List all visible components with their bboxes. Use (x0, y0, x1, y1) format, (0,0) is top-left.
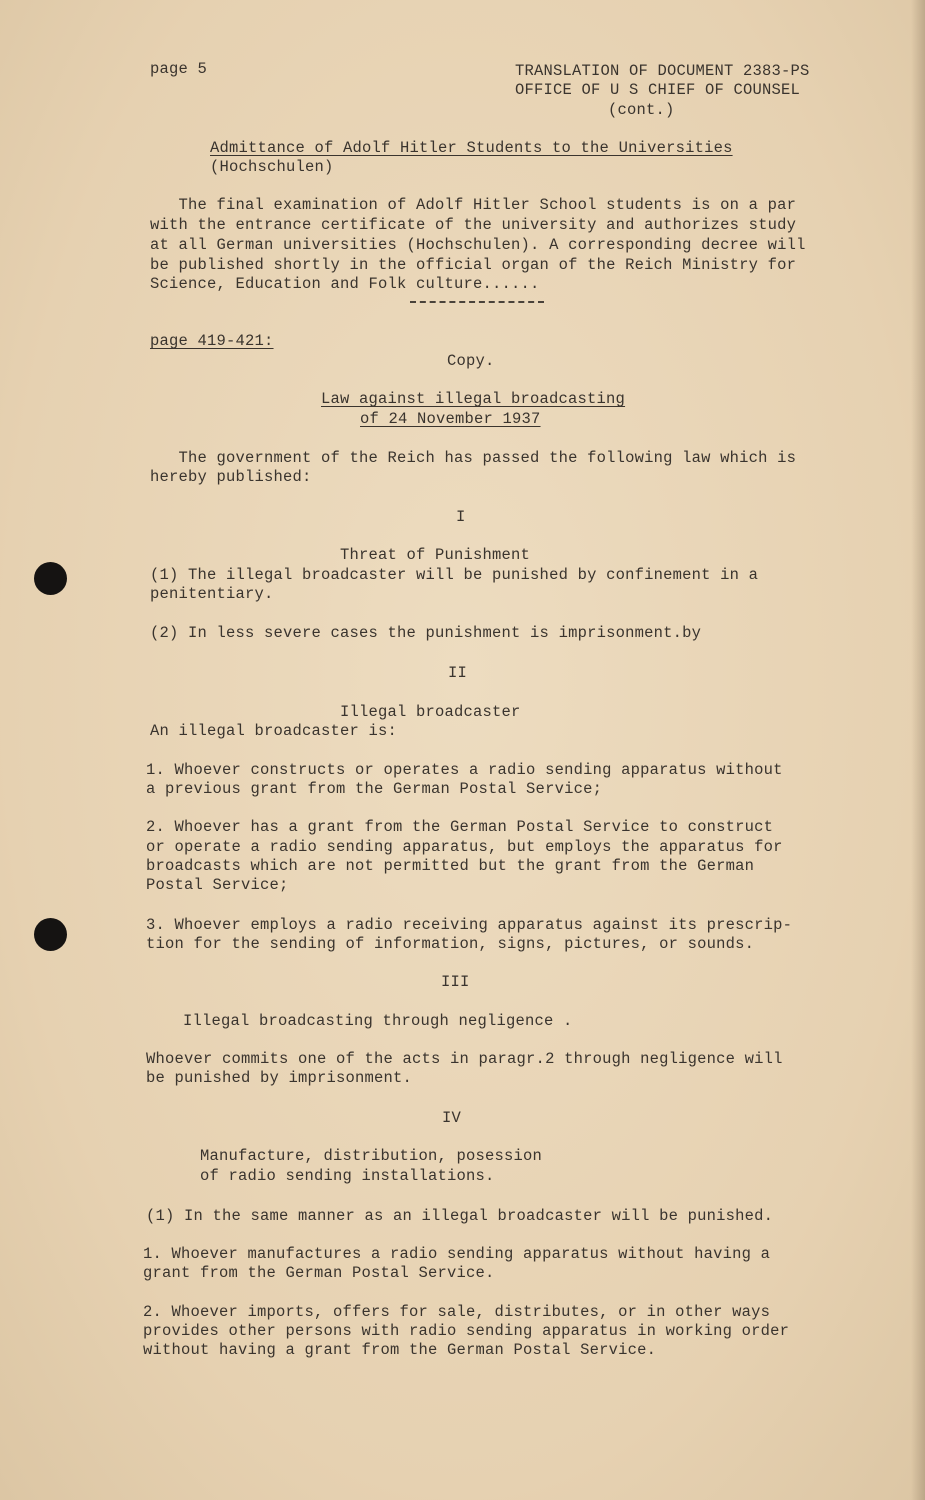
part1-item-1-line: penitentiary. (150, 585, 274, 603)
part3-text-line: be punished by imprisonment. (146, 1069, 413, 1087)
part1-item-1-line: (1) The illegal broadcaster will be punished by confinement in a (150, 566, 759, 584)
law-title: Law against illegal broadcasting (321, 390, 626, 408)
copy-label: Copy. (447, 352, 495, 370)
part-numeral-2: II (448, 664, 468, 682)
punch-hole-bottom (34, 918, 67, 951)
section-divider (410, 301, 544, 303)
law-date: of 24 November 1937 (360, 410, 541, 428)
part-numeral-4: IV (442, 1109, 462, 1127)
part2-item-2-line: Postal Service; (146, 876, 289, 894)
part2-intro: An illegal broadcaster is: (150, 722, 398, 740)
part2-item-3-line: 3. Whoever employs a radio receiving apparatus against its prescrip- (146, 916, 793, 934)
part-title-negligence: Illegal broadcasting through negligence . (183, 1012, 573, 1030)
part-title-illegal-broadcaster: Illegal broadcaster (340, 703, 521, 721)
page-number: page 5 (150, 60, 208, 78)
paragraph-line: Science, Education and Folk culture...... (150, 275, 540, 293)
part4-item-1-line: grant from the German Postal Service. (143, 1264, 495, 1282)
punch-hole-top (34, 562, 67, 595)
part4-item-1-line: 1. Whoever manufactures a radio sending apparatus without having a (143, 1245, 771, 1263)
part2-item-2-line: 2. Whoever has a grant from the German Postal Service to construct (146, 818, 774, 836)
part-title-threat: Threat of Punishment (340, 546, 531, 564)
law-intro-line: The government of the Reich has passed the following law which is (150, 449, 797, 467)
part3-text-line: Whoever commits one of the acts in paragr.2 through negligence will (146, 1050, 783, 1068)
paragraph-line: The final examination of Adolf Hitler School students is on a par (150, 196, 797, 214)
paragraph-line: at all German universities (Hochschulen). A corresponding decree will (150, 236, 806, 254)
part4-item-2-line: 2. Whoever imports, offers for sale, distributes, or in other ways (143, 1303, 771, 1321)
paragraph-line: be published shortly in the official organ of the Reich Ministry for (150, 256, 797, 274)
cont-label: (cont.) (608, 101, 675, 119)
part-numeral-3: III (441, 973, 470, 991)
part4-item-2-line: without having a grant from the German Postal Service. (143, 1341, 657, 1359)
part2-item-3-line: tion for the sending of information, signs, pictures, or sounds. (146, 935, 755, 953)
part2-item-1-line: 1. Whoever constructs or operates a radio sending apparatus without (146, 761, 783, 779)
part1-item-2-line: (2) In less severe cases the punishment is imprisonment.by (150, 624, 702, 642)
part4-item-2-line: provides other persons with radio sending apparatus in working order (143, 1322, 790, 1340)
section-subheading: (Hochschulen) (210, 158, 334, 176)
part2-item-2-line: or operate a radio sending apparatus, but employs the apparatus for (146, 838, 783, 856)
office-line: OFFICE OF U S CHIEF OF COUNSEL (515, 81, 801, 99)
part2-item-2-line: broadcasts which are not permitted but the grant from the German (146, 857, 755, 875)
page-edge-shadow (911, 0, 925, 1500)
part-numeral-1: I (456, 508, 466, 526)
part-title-manufacture: Manufacture, distribution, posession (200, 1147, 543, 1165)
page-reference: page 419-421: (150, 332, 274, 350)
part-title-manufacture: of radio sending installations. (200, 1167, 495, 1185)
document-title: TRANSLATION OF DOCUMENT 2383-PS (515, 62, 810, 80)
law-intro-line: hereby published: (150, 468, 312, 486)
part2-item-1-line: a previous grant from the German Postal Service; (146, 780, 603, 798)
paragraph-line: with the entrance certificate of the university and authorizes study (150, 216, 797, 234)
section-heading-admittance: Admittance of Adolf Hitler Students to the Universities (210, 139, 733, 157)
part4-item-0-line: (1) In the same manner as an illegal broadcaster will be punished. (146, 1207, 774, 1225)
